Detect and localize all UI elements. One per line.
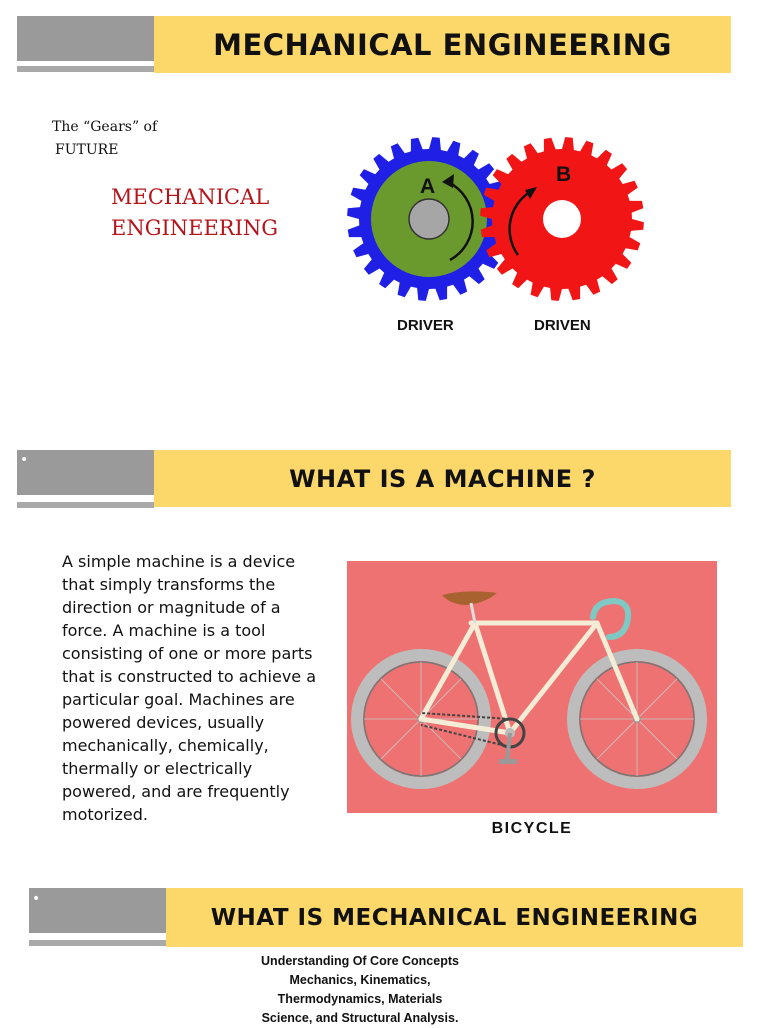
driven-label: DRIVEN <box>534 317 591 334</box>
banner-grey-block <box>29 888 166 933</box>
subtitle-line-1: MECHANICAL <box>111 185 270 209</box>
banner-grey-block <box>17 16 154 61</box>
bicycle-image <box>347 561 717 813</box>
banner-yellow-bar <box>154 16 731 73</box>
driven-hub-icon <box>543 200 581 238</box>
banner-yellow-bar <box>154 450 731 507</box>
section-subtitle <box>111 182 278 244</box>
bullet-icon: • <box>20 452 29 468</box>
core-line-4: Science, and Structural Analysis. <box>261 1011 459 1025</box>
bullet-icon: • <box>32 891 41 907</box>
banner-grey-line <box>29 940 166 946</box>
caption-line-1: The “Gears” of <box>52 119 158 135</box>
core-concepts <box>200 952 520 1028</box>
banner-grey-line <box>17 66 154 72</box>
driver-label: DRIVER <box>397 317 454 334</box>
subtitle-line-2: ENGINEERING <box>111 216 279 240</box>
bicycle-label: BICYCLE <box>491 820 573 837</box>
machine-description: A simple machine is a device that simply transforms the direction or magnitude of a force. A machine is a tool consisting of one or more parts that is constructed to achieve a particular goal. Machines are powered devices, usually mechanically, chemically, thermally or electrically powered, and are frequently motorized. <box>62 552 317 824</box>
core-line-2: Mechanics, Kinematics, <box>289 973 431 987</box>
gear-b-letter: B <box>556 163 572 186</box>
bicycle-icon <box>347 561 717 813</box>
machine-heading: WHAT IS A MACHINE ? <box>289 464 596 493</box>
gears-illustration <box>340 130 660 310</box>
banner-yellow-bar <box>166 888 743 947</box>
core-line-1: Understanding Of Core Concepts <box>261 954 459 968</box>
mech-eng-heading: WHAT IS MECHANICAL ENGINEERING <box>210 904 699 931</box>
page-title: MECHANICAL ENGINEERING <box>213 27 672 62</box>
banner-grey-block <box>17 450 154 495</box>
core-line-3: Thermodynamics, Materials <box>277 992 443 1006</box>
caption-line-2: FUTURE <box>55 142 119 158</box>
gears-caption <box>52 116 157 162</box>
banner-grey-line <box>17 502 154 508</box>
gear-a-letter: A <box>420 175 436 198</box>
driver-hub-icon <box>409 199 449 239</box>
